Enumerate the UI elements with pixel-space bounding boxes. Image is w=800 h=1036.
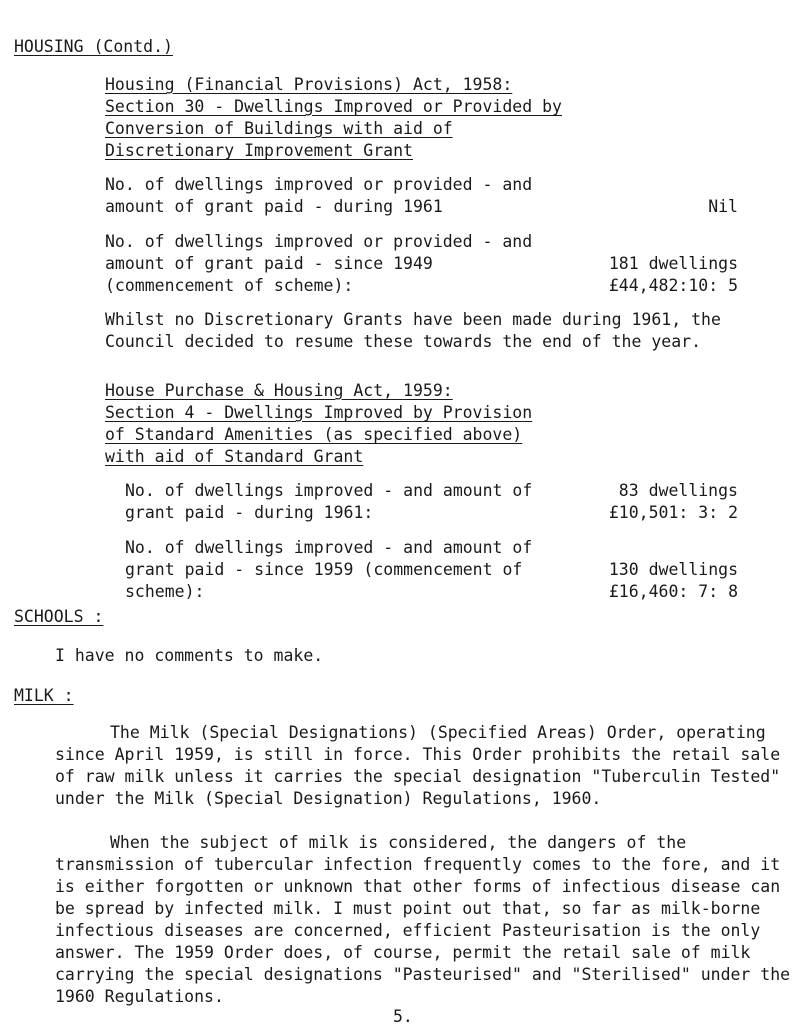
milk-heading: MILK : [14,686,74,705]
page-number: 5. [393,1007,413,1026]
section2-item2-line: grant paid - since 1959 (commencement of [125,560,523,579]
section1-item2-line: (commencement of scheme): [105,276,354,295]
section2-item1-dwellings: 83 dwellings [618,481,738,500]
section2-item2-line: scheme): [125,582,205,601]
section1-heading-line: Section 30 - Dwellings Improved or Provided by [105,97,562,116]
section2-item2-amount: £16,460: 7: 8 [608,582,738,601]
section2-heading-line: of Standard Amenities (as specified above) [105,425,523,444]
section2-item2-dwellings: 130 dwellings [608,560,738,579]
schools-text: I have no comments to make. [55,646,324,665]
section2-item2-line: No. of dwellings improved - and amount of [125,538,533,557]
section1-item2-dwellings: 181 dwellings [608,254,738,273]
section2-heading-line: Section 4 - Dwellings Improved by Provision [105,403,533,422]
section2-item1-amount: £10,501: 3: 2 [608,503,738,522]
section1-note: Whilst no Discretionary Grants have been made during 1961, the Council decided to resume these towards the end of the year. [105,310,721,351]
section1-item1-value: Nil [708,197,738,216]
section1-heading-line: Discretionary Improvement Grant [105,141,413,160]
section1-item2-line: No. of dwellings improved or provided - and [105,232,533,251]
section1-heading-line: Conversion of Buildings with aid of [105,119,453,138]
section1-heading-line: Housing (Financial Provisions) Act, 1958: [105,75,513,94]
section2-heading-line: with aid of Standard Grant [105,447,364,466]
schools-heading: SCHOOLS : [14,607,104,626]
section1-item2-amount: £44,482:10: 5 [608,276,738,295]
section1-item2-line: amount of grant paid - since 1949 [105,254,433,273]
section2-heading-line: House Purchase & Housing Act, 1959: [105,381,453,400]
milk-paragraph-1: The Milk (Special Designations) (Specified Areas) Order, operating since April 1959, is still in force. This Order prohibits the retail sale of raw milk unless it carries the special designation "Tuberculin Tested" under the Milk (Special Designation) Regulations, 1960. [55,723,781,808]
section1-item1-line: amount of grant paid - during 1961 [105,197,443,216]
page-header: HOUSING (Contd.) [14,37,173,56]
section2-item1-line: No. of dwellings improved - and amount of [125,481,533,500]
section1-item1-line: No. of dwellings improved or provided - and [105,175,533,194]
milk-paragraph-2: When the subject of milk is considered, the dangers of the transmission of tubercular infection frequently comes to the fore, and it is either forgotten or unknown that other forms of infectious disease can be spread by infected milk. I must point out that, so far as milk-borne infectious diseases are concerned, efficient Pasteurisation is the only answer. The 1959 Order does, of course, permit the retail sale of milk carrying the special designations "Pasteurised" and "Sterilised" under the 1960 Regulations. [55,833,791,1006]
section2-item1-line: grant paid - during 1961: [125,503,374,522]
